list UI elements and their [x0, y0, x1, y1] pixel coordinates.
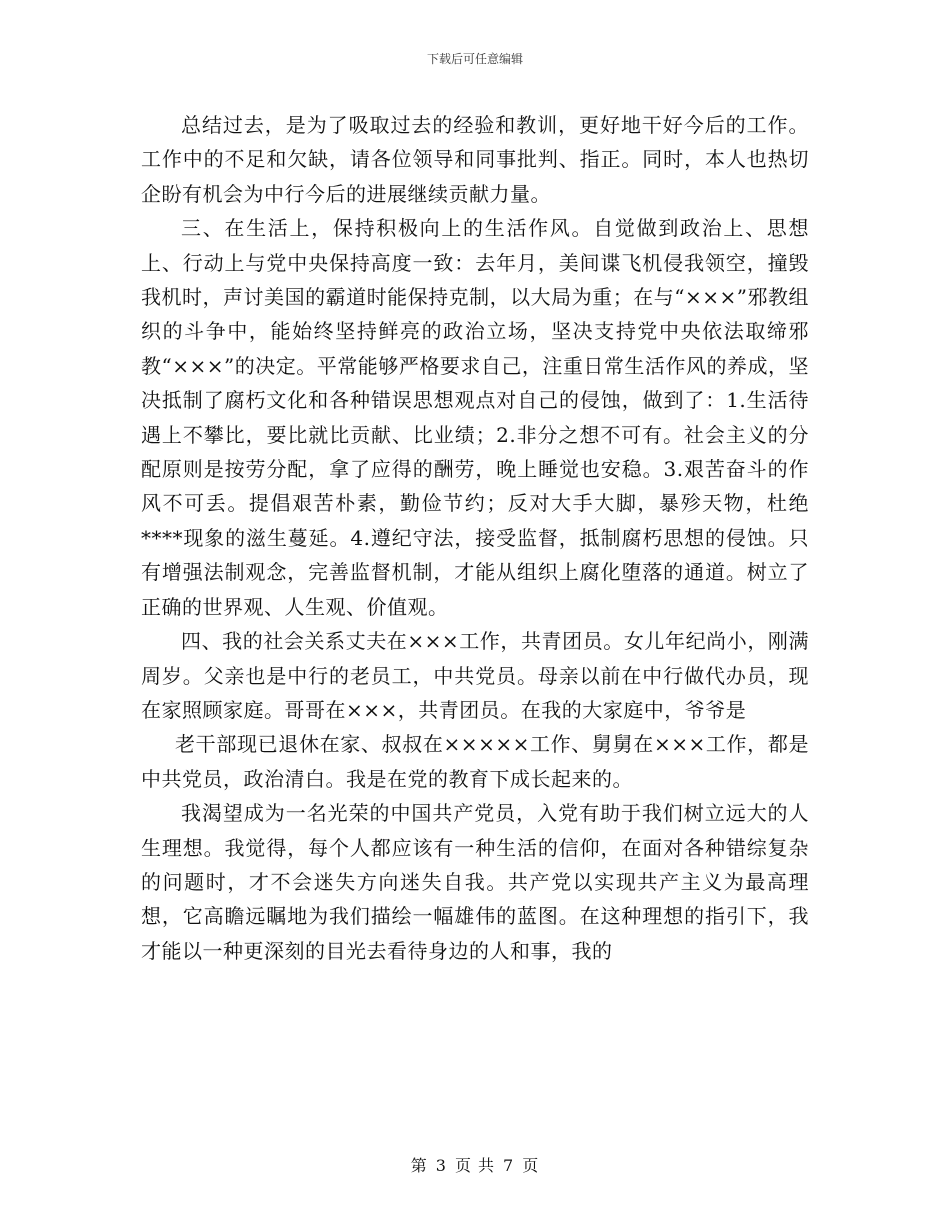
- page-footer: [0, 1153, 950, 1176]
- paragraph-life-style: 三、在生活上，保持积极向上的生活作风。自觉做到政治上、思想上、行动上与党中央保持高度一致：去年月，美间谍飞机侵我领空，撞毁我机时，声讨美国的霸道时能保持克制，以大局为重；在与“×××”邪教组织的斗争中，能始终坚持鲜亮的政治立场，坚决支持党中央依法取缔邪教“×××”的决定。平常能够严格要求自己，注重日常生活作风的养成，坚决抵制了腐朽文化和各种错误思想观点对自己的侵蚀，做到了：1.生活待遇上不攀比，要比就比贡献、比业绩；2.非分之想不可有。社会主义的分配原则是按劳分配，拿了应得的酬劳，晚上睡觉也安稳。3.艰苦奋斗的作风不可丢。提倡艰苦朴素，勤俭节约；反对大手大脚，暴殄天物，杜绝****现象的滋生蔓延。4.遵纪守法，接受监督，抵制腐朽思想的侵蚀。只有增强法制观念，完善监督机制，才能从组织上腐化堕落的通道。树立了正确的世界观、人生观、价值观。: [141, 216, 809, 619]
- paragraph-relatives: 老干部现已退休在家、叔叔在×××××工作、舅舅在×××工作，都是中共党员，政治清白。我是在党的教育下成长起来的。: [141, 732, 809, 791]
- footer-prefix: 第: [410, 1156, 428, 1175]
- footer-page-number: 3: [435, 1156, 447, 1175]
- paragraph-summary: 总结过去，是为了吸取过去的经验和教训，更好地干好今后的工作。工作中的不足和欠缺，请各位领导和同事批判、指正。同时，本人也热切企盼有机会为中行今后的进展继续贡献力量。: [141, 113, 809, 206]
- footer-total-pages: 7: [503, 1156, 515, 1175]
- document-body: [141, 108, 809, 968]
- footer-middle: 页 共: [454, 1156, 496, 1175]
- footer-suffix: 页: [522, 1156, 540, 1175]
- paragraph-social-relations: 四、我的社会关系丈夫在×××工作，共青团员。女儿年纪尚小，刚满周岁。父亲也是中行的老员工，中共党员。母亲以前在中行做代办员，现在家照顾家庭。哥哥在×××，共青团员。在我的大家庭中，爷爷是: [141, 629, 809, 722]
- page-header: 下载后可任意编辑: [426, 52, 523, 66]
- paragraph-aspiration: 我渴望成为一名光荣的中国共产党员，入党有助于我们树立远大的人生理想。我觉得，每个人都应该有一种生活的信仰，在面对各种错综复杂的问题时，才不会迷失方向迷失自我。共产党以实现共产主义为最高理想，它高瞻远瞩地为我们描绘一幅雄伟的蓝图。在这种理想的指引下，我才能以一种更深刻的目光去看待身边的人和事，我的: [141, 801, 809, 963]
